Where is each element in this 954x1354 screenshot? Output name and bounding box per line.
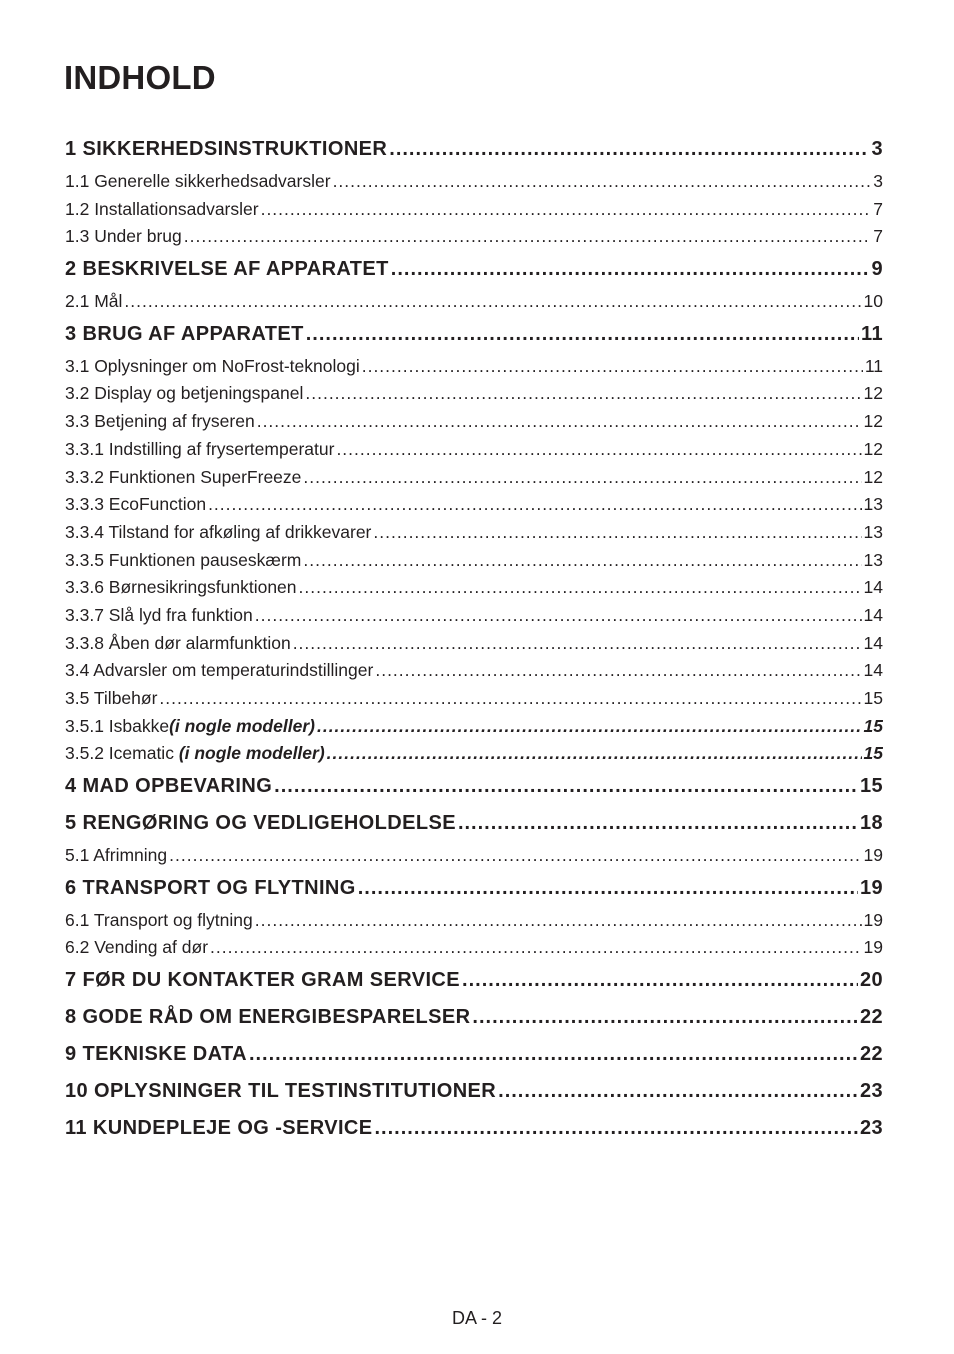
toc-section-entry[interactable] xyxy=(65,436,883,464)
toc-page-number: 15 xyxy=(863,715,883,736)
dot-leader xyxy=(184,223,872,251)
dot-leader xyxy=(299,574,862,602)
toc-section-entry[interactable] xyxy=(65,713,883,741)
toc-section-entry[interactable] xyxy=(65,547,883,575)
dot-leader xyxy=(274,768,858,805)
toc-entry-title-text: 3.5.1 Isbakke xyxy=(65,715,170,736)
toc-section-entry[interactable] xyxy=(65,223,883,251)
toc-chapter-entry[interactable] xyxy=(65,999,883,1036)
toc-entry-title xyxy=(65,870,356,907)
toc-page-number: 12 xyxy=(863,438,883,459)
toc-page-number: 15 xyxy=(863,743,883,764)
toc-entry-title xyxy=(65,999,470,1036)
dot-leader xyxy=(317,713,862,741)
toc-page-number: 20 xyxy=(859,969,883,992)
toc-entry-title xyxy=(65,491,206,519)
toc-entry-title xyxy=(65,574,297,602)
toc-entry-title-text: 1.1 Generelle sikkerhedsadvarsler xyxy=(65,171,331,191)
dot-leader xyxy=(208,491,861,519)
toc-entry-title-text: 6 TRANSPORT OG FLYTNING xyxy=(65,876,356,899)
toc-section-entry[interactable] xyxy=(65,353,883,381)
toc-entry-title-text: 2 BESKRIVELSE AF APPARATET xyxy=(65,258,389,281)
toc-entry-title-text: 7 FØR DU KONTAKTER GRAM SERVICE xyxy=(65,969,461,992)
toc-entry-title-text: 3.1 Oplysninger om NoFrost-teknologi xyxy=(65,355,360,376)
toc-section-entry[interactable] xyxy=(65,408,883,436)
toc-entry-title xyxy=(65,1110,373,1147)
toc-page-number: 11 xyxy=(861,322,883,345)
toc-entry-title-text: 1 SIKKERHEDSINSTRUKTIONER xyxy=(65,138,388,160)
dot-leader xyxy=(391,251,870,288)
toc-page-number: 3 xyxy=(871,138,883,160)
toc-page-number: 12 xyxy=(863,411,883,432)
toc-entry-title xyxy=(65,408,255,436)
toc-section-entry[interactable] xyxy=(65,740,883,768)
dot-leader xyxy=(169,842,861,870)
toc-section-entry[interactable] xyxy=(65,491,883,519)
dot-leader xyxy=(124,288,861,316)
toc-entry-title xyxy=(65,353,360,381)
toc-page-number: 12 xyxy=(863,383,883,404)
toc-entry-title-text: 6.2 Vending af dør xyxy=(65,937,209,958)
toc-entry-title xyxy=(65,713,315,741)
toc-section-entry[interactable] xyxy=(65,602,883,630)
toc-entry-title xyxy=(65,436,334,464)
toc-entry-title-text: 10 OPLYSNINGER TIL TESTINSTITUTIONER xyxy=(65,1080,497,1103)
toc-entry-title-text: 5 RENGØRING OG VEDLIGEHOLDELSE xyxy=(65,812,456,835)
toc-section-entry[interactable] xyxy=(65,519,883,547)
toc-page-number: 13 xyxy=(863,549,883,570)
toc-entry-title xyxy=(65,288,122,316)
toc-chapter-entry[interactable] xyxy=(65,1073,883,1110)
toc-page-number: 14 xyxy=(863,660,883,681)
toc-entry-title-text: 3 BRUG AF APPARATET xyxy=(65,322,304,345)
toc-section-entry[interactable] xyxy=(65,574,883,602)
toc-page-number: 18 xyxy=(859,812,883,835)
toc-page-number: 15 xyxy=(863,688,883,708)
dot-leader xyxy=(159,685,861,713)
toc-chapter-entry[interactable] xyxy=(65,251,883,288)
toc-section-entry[interactable] xyxy=(65,934,883,962)
dot-leader xyxy=(472,999,858,1036)
toc-chapter-entry[interactable] xyxy=(65,1110,883,1147)
toc-entry-title-text: 3.3.1 Indstilling af frysertemperatur xyxy=(65,438,335,459)
toc-entry-title-text: 3.5 Tilbehør xyxy=(65,688,158,708)
toc-entry-title xyxy=(65,740,325,768)
toc-entry-title xyxy=(65,223,182,251)
dot-leader xyxy=(257,408,862,436)
toc-page-number: 14 xyxy=(863,632,883,653)
toc-entry-title-text: 1.2 Installationsadvarsler xyxy=(65,198,259,219)
toc-entry-title xyxy=(65,630,291,658)
toc-entry-title xyxy=(65,602,253,630)
toc-entry-title xyxy=(65,805,456,842)
toc-entry-title xyxy=(65,251,389,288)
dot-leader xyxy=(336,436,861,464)
toc-page-number: 15 xyxy=(859,775,883,798)
dot-leader xyxy=(210,934,862,962)
dot-leader xyxy=(375,1110,858,1147)
toc-page-number: 22 xyxy=(859,1043,883,1066)
toc-chapter-entry[interactable] xyxy=(65,805,883,842)
toc-entry-title xyxy=(65,168,331,196)
toc-entry-title xyxy=(65,196,259,224)
toc-entry-title-text: 4 MAD OPBEVARING xyxy=(65,775,273,798)
toc-entry-title xyxy=(65,962,460,999)
toc-entry-title-text: 3.3.3 EcoFunction xyxy=(65,494,207,515)
toc-section-entry[interactable] xyxy=(65,907,883,935)
toc-page-number: 12 xyxy=(863,466,883,487)
toc-page-number: 23 xyxy=(859,1080,883,1103)
toc-page-number: 13 xyxy=(863,521,883,542)
toc-page-number: 14 xyxy=(863,577,883,598)
toc-entry-title-text: 3.3.8 Åben dør alarmfunktion xyxy=(65,632,291,653)
toc-entry-title xyxy=(65,1073,496,1110)
toc-section-entry[interactable] xyxy=(65,168,883,196)
toc-entry-title xyxy=(65,1036,247,1073)
toc-entry-title-text: 6.1 Transport og flytning xyxy=(65,909,253,930)
toc-page-number: 10 xyxy=(863,291,883,312)
toc-entry-title-text: 3.3.7 Slå lyd fra funktion xyxy=(65,604,253,625)
toc-entry-title xyxy=(65,842,167,870)
toc-entry-title-text: 2.1 Mål xyxy=(65,291,123,312)
dot-leader xyxy=(306,316,859,353)
toc-chapter-entry[interactable] xyxy=(65,962,883,999)
toc-page-number: 9 xyxy=(871,258,883,281)
toc-entry-title-text: 3.3.5 Funktionen pauseskærm xyxy=(65,549,302,570)
toc-entry-title xyxy=(65,934,208,962)
dot-leader xyxy=(327,740,862,768)
toc-page-number: 13 xyxy=(863,494,883,515)
toc-entry-title xyxy=(65,685,157,713)
toc-entry-title xyxy=(65,657,373,685)
toc-page-number: 11 xyxy=(864,355,883,376)
dot-leader xyxy=(303,464,861,492)
toc-section-entry[interactable] xyxy=(65,196,883,224)
toc-entry-note: (i nogle modeller) xyxy=(178,743,325,764)
toc-page-number: 14 xyxy=(863,604,883,625)
toc-page-number: 23 xyxy=(859,1117,883,1140)
toc-chapter-entry[interactable] xyxy=(65,768,883,805)
dot-leader xyxy=(333,168,872,196)
toc-entry-title xyxy=(65,464,301,492)
toc-entry-title-text: 3.3.6 Børnesikringsfunktionen xyxy=(65,577,297,598)
dot-leader xyxy=(261,196,872,224)
toc-section-entry[interactable] xyxy=(65,288,883,316)
toc-entry-title-text: 9 TEKNISKE DATA xyxy=(65,1043,247,1066)
dot-leader xyxy=(358,870,858,907)
toc-section-entry[interactable] xyxy=(65,630,883,658)
toc-page-number: 7 xyxy=(873,198,883,219)
toc-section-entry[interactable] xyxy=(65,464,883,492)
toc-page-number: 19 xyxy=(863,845,883,866)
dot-leader xyxy=(458,805,858,842)
toc-entry-title xyxy=(65,519,371,547)
toc-entry-title-text: 8 GODE RÅD OM ENERGIBESPARELSER xyxy=(65,1006,471,1029)
toc-entry-title xyxy=(65,131,387,168)
toc-section-entry[interactable] xyxy=(65,842,883,870)
toc-entry-title xyxy=(65,907,253,935)
toc-entry-title xyxy=(65,316,304,353)
toc-entry-title-text: 5.1 Afrimning xyxy=(65,845,168,866)
dot-leader xyxy=(462,962,858,999)
toc-chapter-entry[interactable] xyxy=(65,1036,883,1073)
toc-entry-title xyxy=(65,768,272,805)
toc-section-entry[interactable] xyxy=(65,685,883,713)
dot-leader xyxy=(305,380,861,408)
toc-entry-title-text: 3.3.4 Tilstand for afkøling af drikkevarer xyxy=(65,521,372,542)
toc-chapter-entry[interactable] xyxy=(65,870,883,907)
dot-leader xyxy=(375,657,861,685)
toc-section-entry[interactable] xyxy=(65,657,883,685)
toc-chapter-entry[interactable] xyxy=(65,316,883,353)
toc-page-number: 19 xyxy=(859,876,883,899)
toc-entry-title-text: 11 KUNDEPLEJE OG -SERVICE xyxy=(65,1117,373,1140)
dot-leader xyxy=(498,1073,858,1110)
dot-leader xyxy=(362,353,863,381)
toc-entry-title-text: 3.5.2 Icematic xyxy=(65,743,179,764)
toc-entry-title-text: 3.4 Advarsler om temperaturindstillinger xyxy=(65,660,374,681)
toc-page-number: 19 xyxy=(863,909,883,930)
toc-entry-title xyxy=(65,380,303,408)
page-title: INDHOLD xyxy=(64,59,216,96)
toc-entry-note: (i nogle modeller) xyxy=(169,715,315,736)
toc-entry-title-text: 3.3 Betjening af fryseren xyxy=(65,411,255,432)
dot-leader xyxy=(293,630,862,658)
dot-leader xyxy=(389,131,869,168)
dot-leader xyxy=(249,1036,858,1073)
toc-page-number: 19 xyxy=(863,937,883,958)
toc-entry-title-text: 3.3.2 Funktionen SuperFreeze xyxy=(65,466,302,487)
toc-entry-title xyxy=(65,547,301,575)
dot-leader xyxy=(373,519,861,547)
page-number: DA - 2 xyxy=(451,1308,503,1328)
toc-chapter-entry[interactable] xyxy=(65,131,883,168)
dot-leader xyxy=(255,602,862,630)
toc-entry-title-text: 1.3 Under brug xyxy=(65,226,182,247)
dot-leader xyxy=(303,547,861,575)
toc-page-number: 3 xyxy=(873,171,883,191)
toc-page-number: 7 xyxy=(873,226,883,247)
toc-entry-title-text: 3.2 Display og betjeningspanel xyxy=(65,383,304,404)
dot-leader xyxy=(255,907,862,935)
toc-page-number: 22 xyxy=(859,1006,883,1029)
toc-section-entry[interactable] xyxy=(65,380,883,408)
table-of-contents xyxy=(65,131,883,1147)
